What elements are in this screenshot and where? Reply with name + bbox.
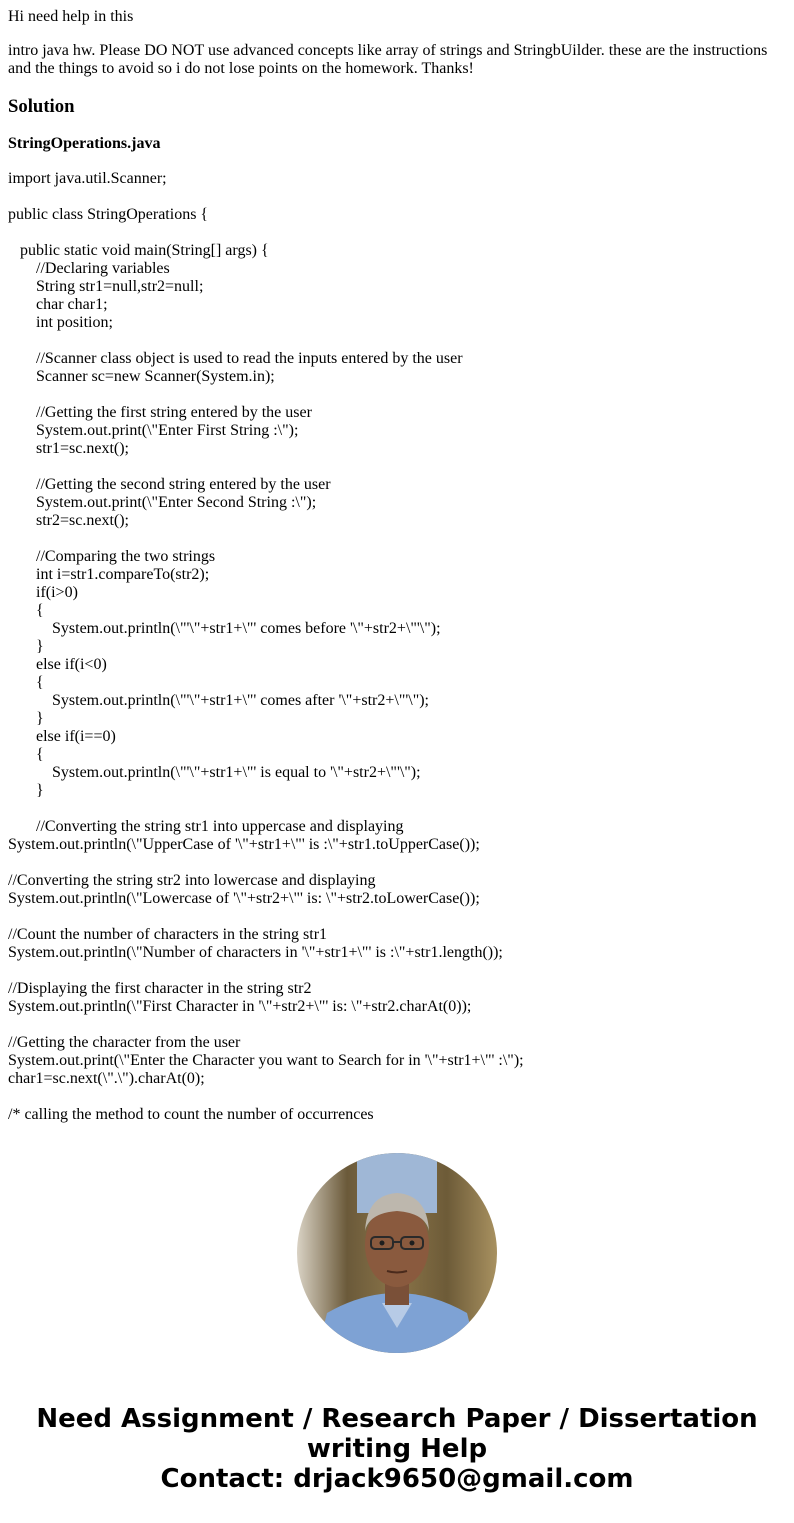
code-line: /* calling the method to count the number of occurrences [8,1106,374,1123]
banner-line-1: Need Assignment / Research Paper / Dissertation [36,1404,758,1434]
code-line: System.out.print(\"Enter First String :\"); [8,422,299,439]
code-line: } [8,710,44,727]
code-line: System.out.println(\"'\"+str1+\"' is equal to '\"+str2+\"'\"); [8,764,421,781]
code-line: String str1=null,str2=null; [8,278,204,295]
code-line: char char1; [8,296,108,313]
code-line: System.out.println(\"'\"+str1+\"' comes before '\"+str2+\"'\"); [8,620,441,637]
banner-line-2: writing Help [306,1434,488,1464]
code-line: public class StringOperations { [8,206,209,223]
solution-heading: Solution [8,96,75,117]
code-line: } [8,782,44,799]
code-line [8,530,786,548]
code-line [8,800,786,818]
code-line: System.out.print(\"Enter the Character you want to Search for in '\"+str1+\"' :\"); [8,1052,524,1069]
code-line: System.out.print(\"Enter Second String :\"); [8,494,317,511]
code-line: int position; [8,314,113,331]
code-line: //Count the number of characters in the string str1 [8,926,328,943]
code-line: //Getting the second string entered by the user [8,476,331,493]
code-line: int i=str1.compareTo(str2); [8,566,210,583]
code-line [8,386,786,404]
code-line [8,1016,786,1034]
code-line: //Converting the string str2 into lowercase and displaying [8,872,376,889]
code-line [8,188,786,206]
code-line: str2=sc.next(); [8,512,129,529]
code-line [8,224,786,242]
code-line: import java.util.Scanner; [8,170,167,187]
code-line: System.out.println(\"First Character in '\"+str2+\"' is: \"+str2.charAt(0)); [8,998,472,1015]
code-line: //Displaying the first character in the string str2 [8,980,312,997]
code-line: System.out.println(\"Number of characters in '\"+str1+\"' is :\"+str1.length()); [8,944,503,961]
author-portrait-image [297,1153,497,1353]
code-line: Scanner sc=new Scanner(System.in); [8,368,275,385]
code-line: System.out.println(\"'\"+str1+\"' comes after '\"+str2+\"'\"); [8,692,429,709]
code-line: if(i>0) [8,584,78,601]
code-line: public static void main(String[] args) { [8,242,269,259]
question-intro: Hi need help in this [8,8,134,25]
code-line: { [8,602,44,619]
code-line [8,332,786,350]
code-line [8,1088,786,1106]
code-line: char1=sc.next(\".\").charAt(0); [8,1070,205,1087]
code-line: System.out.println(\"UpperCase of '\"+str1+\"' is :\"+str1.toUpperCase()); [8,836,480,853]
code-line: else if(i<0) [8,656,107,673]
contact-banner [0,1404,794,1494]
author-avatar [297,1153,497,1353]
solution-filename: StringOperations.java [8,135,161,152]
code-line: System.out.println(\"Lowercase of '\"+str2+\"' is: \"+str2.toLowerCase()); [8,890,480,907]
code-line: //Scanner class object is used to read the inputs entered by the user [8,350,463,367]
question-body: intro java hw. Please DO NOT use advanced concepts like array of strings and StringbUilder. these are the instructions and the things to avoid so i do not lose points on the homework. Thanks! [8,42,768,77]
code-line: } [8,638,44,655]
code-line: { [8,746,44,763]
code-line [8,962,786,980]
code-line: { [8,674,44,691]
code-line [8,908,786,926]
banner-contact-email: Contact: drjack9650@gmail.com [160,1464,634,1494]
code-line [8,854,786,872]
code-line: //Getting the first string entered by the user [8,404,312,421]
code-line: //Comparing the two strings [8,548,216,565]
code-line: //Declaring variables [8,260,170,277]
code-line [8,458,786,476]
code-line: //Converting the string str1 into uppercase and displaying [8,818,404,835]
code-line: str1=sc.next(); [8,440,129,457]
code-line: else if(i==0) [8,728,116,745]
code-block [8,170,786,1124]
code-line: //Getting the character from the user [8,1034,241,1051]
